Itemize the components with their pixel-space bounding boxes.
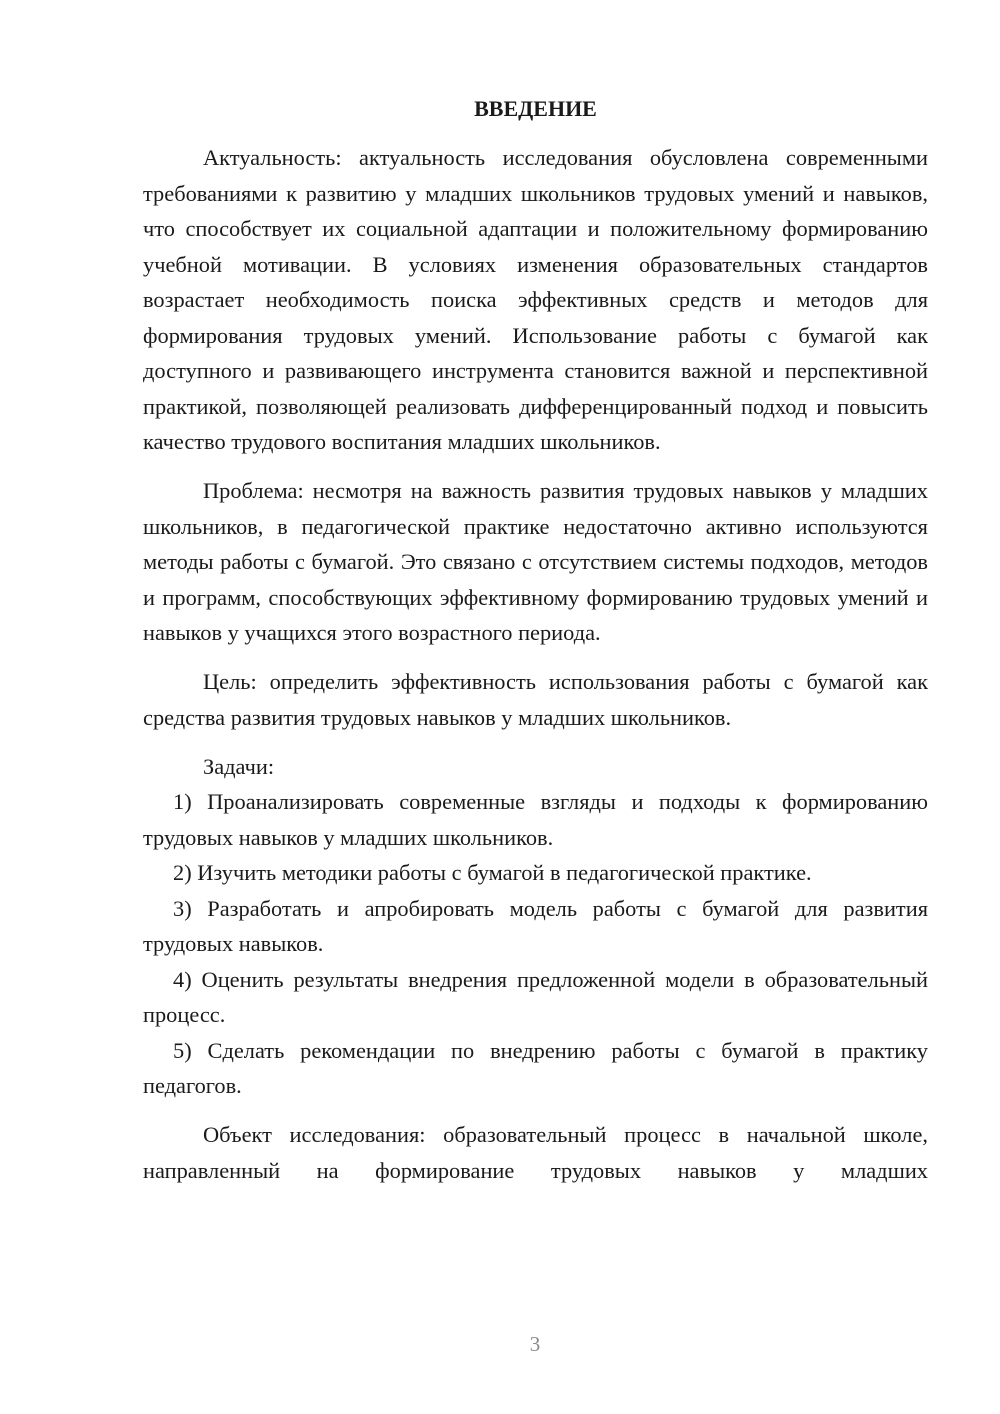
page-number: 3: [529, 1332, 541, 1356]
goal-paragraph: Цель: определить эффективность использования работы с бумагой как средства развития трудовых навыков у младших школьников.: [143, 669, 928, 730]
object-paragraph: Объект исследования: образовательный процесс в начальной школе, направленный на формирование трудовых навыков у младших: [143, 1122, 928, 1183]
document-page: [143, 94, 928, 1188]
task-item-3: 3) Разработать и апробировать модель работы с бумагой для развития трудовых навыков.: [143, 895, 928, 956]
task-item-4: 4) Оценить результаты внедрения предложенной модели в образовательный процесс.: [143, 966, 928, 1027]
task-item-2: 2) Изучить методики работы с бумагой в педагогической практике.: [173, 860, 812, 885]
task-item-1: 1) Проанализировать современные взгляды и подходы к формированию трудовых навыков у младших школьников.: [143, 789, 928, 850]
section-heading: ВВЕДЕНИЕ: [474, 96, 597, 121]
tasks-title: Задачи:: [203, 753, 275, 779]
task-item-5: 5) Сделать рекомендации по внедрению работы с бумагой в практику педагогов.: [143, 1037, 928, 1098]
relevance-paragraph: Актуальность: актуальность исследования обусловлена современными требованиями к развитию у младших школьников трудовых умений и навыков, что способствует их социальной адаптации и положительному формированию учебной мотивации. В условиях изменения образовательных стандартов возрастает необходимость поиска эффективных средств и методов для формирования трудовых умений. Использование работы с бумагой как доступного и развивающего инструмента становится важной и перспективной практикой, позволяющей реализовать дифференцированный подход и повысить качество трудового воспитания младших школьников.: [143, 145, 928, 454]
problem-paragraph: Проблема: несмотря на важность развития трудовых навыков у младших школьников, в педагогической практике недостаточно активно используются методы работы с бумагой. Это связано с отсутствием системы подходов, методов и программ, способствующих эффективному формированию трудовых умений и навыков у учащихся этого возрастного периода.: [143, 478, 928, 645]
